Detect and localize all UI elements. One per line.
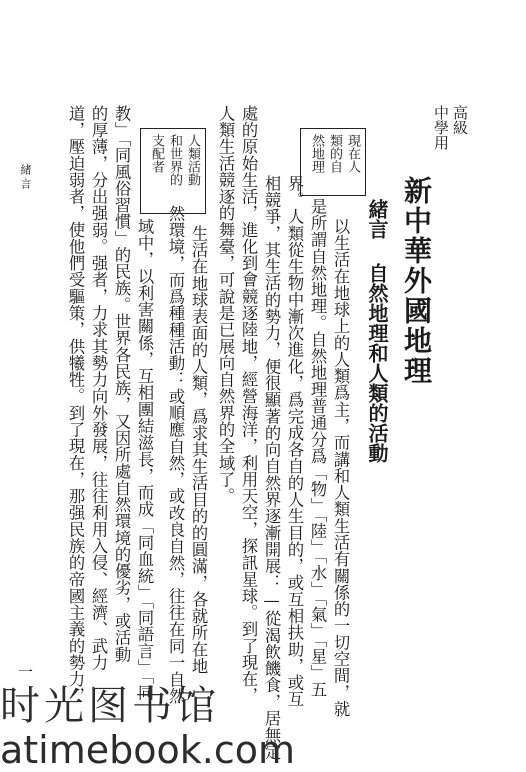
- body-column-11: 的厚薄，分出强弱。强者，力求其勢力向外發展，往往利用入侵、經濟、武力: [89, 105, 108, 671]
- page-number: 一: [16, 664, 34, 679]
- body-column-10: 教」「同風俗習慣」的民族。世界各民族，又因所處自然環境的優劣，或活動: [112, 105, 131, 663]
- chapter-heading: 緒言 自然地理和人類的活動: [365, 199, 389, 463]
- body-column-2: 是所謂自然地理。自然地理普通分爲「物」「陸」「水」「氣」「星」五: [308, 198, 327, 698]
- body-column-5: 處的原始生活，進化到會競逐陸地，經營海洋，利用天空，探訊星球。到了現在，: [239, 105, 258, 705]
- margin-note-2-line-2: 和世界的: [167, 134, 182, 186]
- body-column-1: 以生活在地球上的人類爲主，而講和人類生活有關係的一切空間，就: [331, 218, 350, 718]
- body-column-12: 道，壓迫弱者，使他們受驅策，供犧牲。到了現在，那强民族的帝國主義的勢力，: [66, 105, 85, 705]
- margin-note-1-line-2: 類的自: [327, 134, 342, 173]
- margin-note-2-line-1: 人類活動: [185, 134, 200, 186]
- body-column-4: 相競爭，其生活的勢力，便很顯著的向自然界逐漸開展：—從渴飲饑食，居無定: [262, 175, 281, 761]
- body-column-7: 生活在地球表面的人類，爲求其生活目的的圓滿，各就所在地: [189, 225, 208, 675]
- body-column-9: 域中，以利害關係，互相團結滋長，而成「同血統」「同語言」「同: [135, 218, 154, 701]
- margin-note-1-line-3: 然地理: [309, 134, 324, 173]
- watermark-chinese: 时光图书馆: [0, 683, 220, 729]
- body-column-8: 然環境，而爲種種活動：或順應自然，或改良自然，往往在同一自然: [166, 205, 185, 705]
- margin-note-box-2: [140, 128, 206, 214]
- body-column-3: 界。人類從生物中漸次進化，爲完成各自的人生目的，或互相扶助，或互: [285, 175, 304, 708]
- margin-note-2-line-3: 支配者: [149, 134, 164, 173]
- grade-label-line-2: 中學用: [432, 105, 450, 150]
- grade-label-line-1: 高級: [451, 105, 469, 135]
- margin-note-box-1: [300, 128, 366, 196]
- body-column-6: 人類生活競逐的舞臺，可說是已展向自然界的全域了。: [216, 105, 235, 505]
- running-head: 緒言: [19, 164, 32, 192]
- watermark-url: atimebook.com: [0, 728, 296, 772]
- margin-note-1-line-1: 現在人: [345, 134, 360, 173]
- book-title: 新中華外國地理: [400, 176, 433, 386]
